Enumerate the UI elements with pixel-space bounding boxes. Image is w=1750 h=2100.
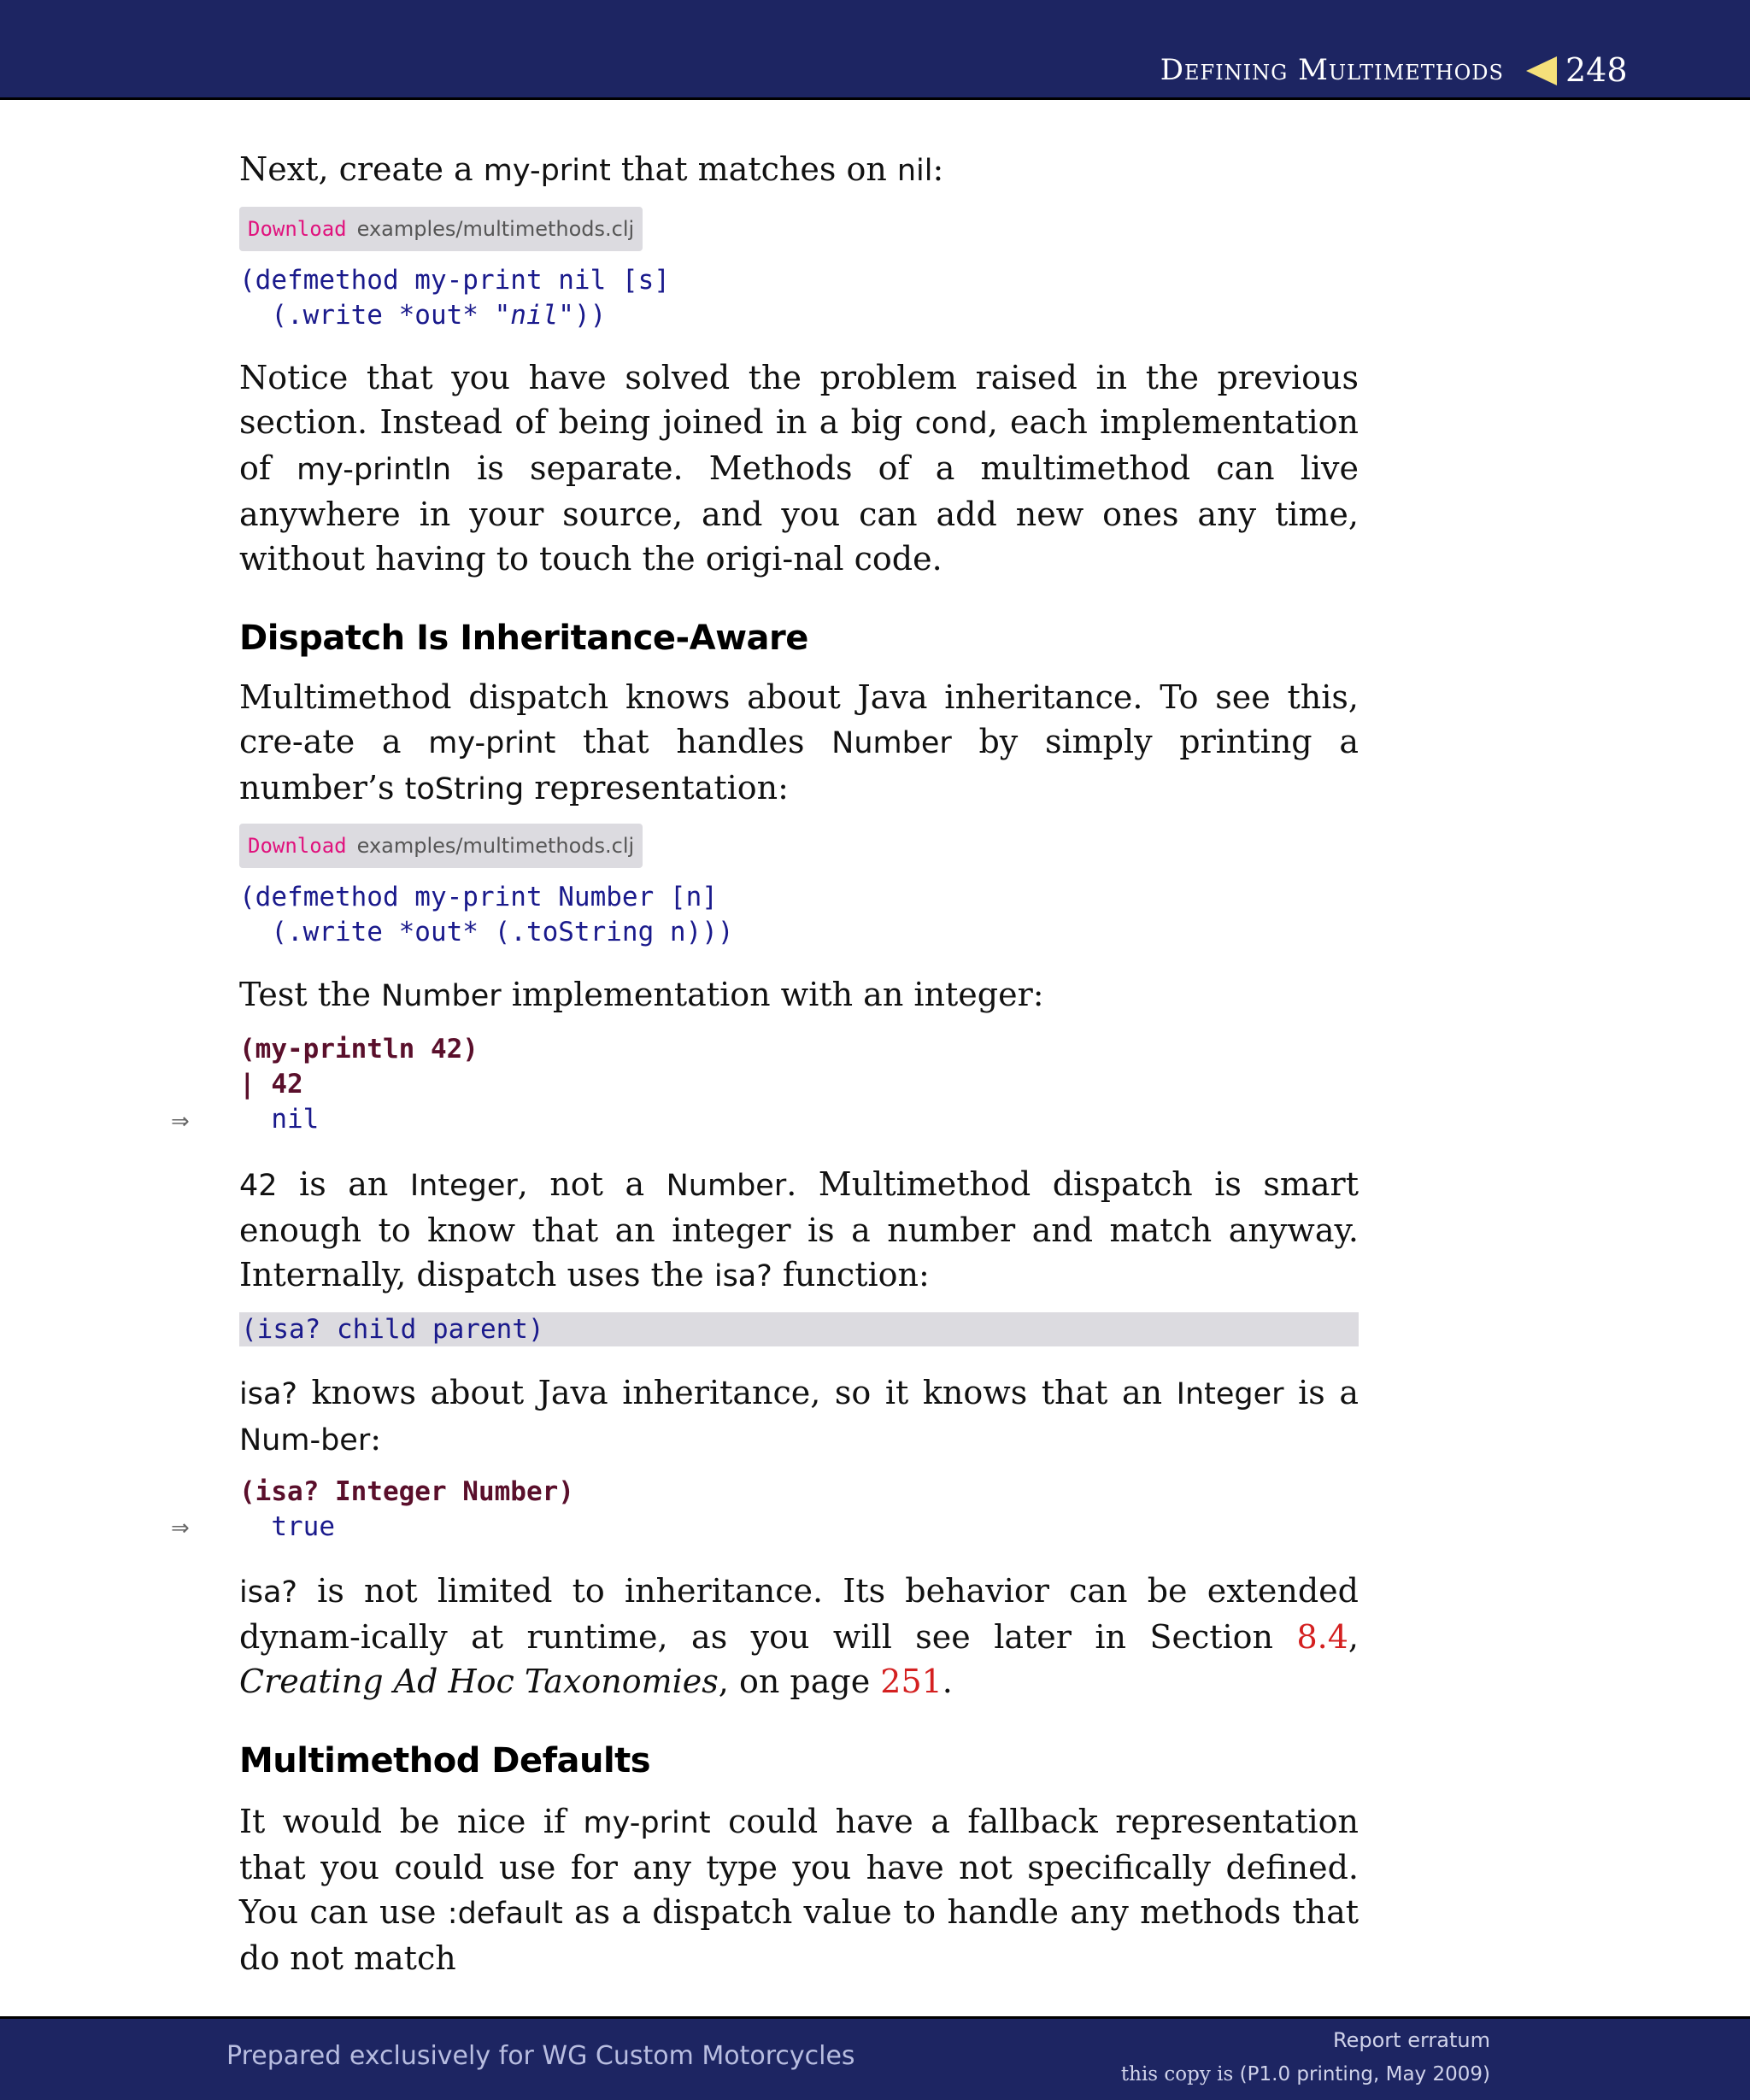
download-link[interactable] bbox=[239, 824, 643, 868]
result-arrow-icon: ⇒ bbox=[171, 1109, 190, 1135]
repl-block: (isa? Integer Number) true bbox=[239, 1476, 574, 1542]
paragraph: It would be nice if my-print could have a fallback representation that you could use for any type you have not specifically defined. You can use :default as a dispatch value to handle any methods that do not match bbox=[239, 1803, 1359, 1977]
download-label: Download bbox=[248, 834, 347, 858]
paragraph: Next, create a my-print that matches on nil: bbox=[239, 150, 944, 188]
copy-info: this copy is (P1.0 printing, May 2009) bbox=[1120, 2063, 1490, 2085]
download-path: examples/multimethods.clj bbox=[356, 834, 635, 858]
section-link[interactable]: 8.4 bbox=[1296, 1618, 1348, 1656]
chapter-title: Defining Multimethods bbox=[1160, 53, 1504, 87]
code-block: (isa? child parent) bbox=[239, 1312, 1359, 1346]
page-number: 248 bbox=[1565, 51, 1628, 89]
section-heading: Dispatch Is Inheritance-Aware bbox=[239, 619, 808, 658]
page-link[interactable]: 251 bbox=[880, 1663, 943, 1700]
code-block: (defmethod my-print Number [n] (.write *out* (.toString n))) bbox=[239, 882, 734, 947]
repl-block: (my-println 42) | 42 nil bbox=[239, 1034, 479, 1135]
prepared-for: Prepared exclusively for WG Custom Motorcycles bbox=[226, 2041, 855, 2071]
paragraph: isa? is not limited to inheritance. Its behavior can be extended dynam-ically at runtime, as you will see later in Section 8.4, Creating Ad Hoc Taxonomies, on page 251. bbox=[239, 1572, 1359, 1700]
page-header bbox=[0, 0, 1750, 100]
download-link[interactable] bbox=[239, 207, 643, 251]
page-footer bbox=[0, 2016, 1750, 2100]
paragraph: 42 is an Integer, not a Number. Multimethod dispatch is smart enough to know that an integer is a number and match anyway. Internally, dispatch uses the isa? function: bbox=[239, 1165, 1359, 1293]
download-label: Download bbox=[248, 217, 347, 241]
report-erratum-link[interactable]: Report erratum bbox=[1333, 2028, 1490, 2052]
paragraph: Multimethod dispatch knows about Java inheritance. To see this, cre-ate a my-print that handles Number by simply printing a number’s toString representation: bbox=[239, 678, 1359, 807]
code-block: (defmethod my-print nil [s] (.write *out* "nil")) bbox=[239, 265, 670, 331]
paragraph: Notice that you have solved the problem raised in the previous section. Instead of being joined in a big cond, each implementation of my-println is separate. Methods of a multimethod can live anywhere in your source, and you can add new ones any time, without having to touch the origi-nal code. bbox=[239, 359, 1359, 578]
paragraph: isa? knows about Java inheritance, so it knows that an Integer is a Num-ber: bbox=[239, 1374, 1359, 1458]
section-heading: Multimethod Defaults bbox=[239, 1741, 651, 1780]
paragraph: Test the Number implementation with an integer: bbox=[239, 976, 1044, 1013]
download-path: examples/multimethods.clj bbox=[356, 217, 635, 241]
back-arrow-icon[interactable] bbox=[1526, 56, 1557, 85]
result-arrow-icon: ⇒ bbox=[171, 1516, 190, 1541]
